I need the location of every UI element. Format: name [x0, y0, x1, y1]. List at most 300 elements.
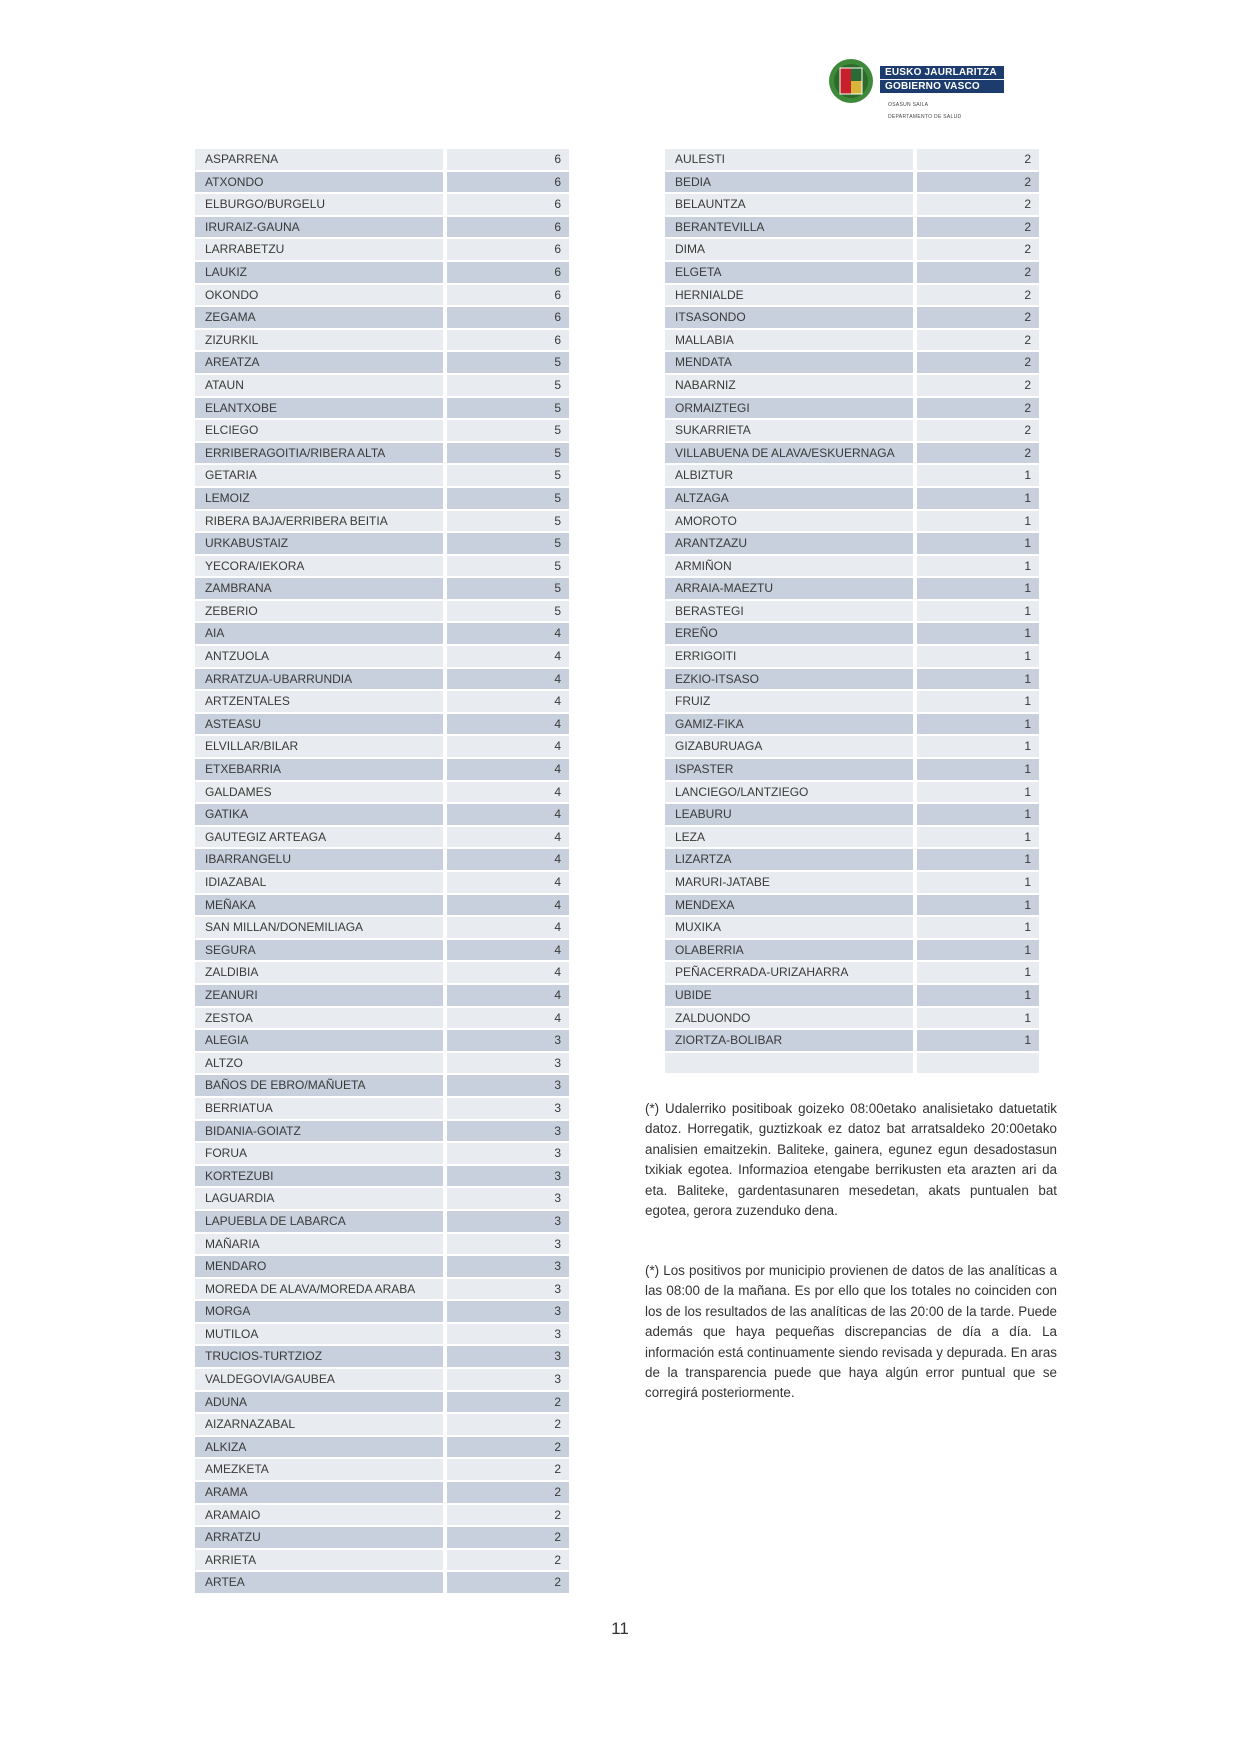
positive-count: 3 [447, 1234, 569, 1255]
positive-count: 3 [447, 1188, 569, 1209]
table-row [195, 646, 569, 667]
municipality-name: LAPUEBLA DE LABARCA [195, 1211, 443, 1232]
municipality-name: ATXONDO [195, 172, 443, 193]
table-row [195, 940, 569, 961]
municipality-name: DIMA [665, 239, 913, 260]
gobierno-vasco-logo [828, 56, 1008, 124]
positive-count: 2 [917, 194, 1039, 215]
table-row [195, 623, 569, 644]
table-row [195, 239, 569, 260]
table-row [195, 1053, 569, 1074]
positive-count: 1 [917, 601, 1039, 622]
positive-count: 4 [447, 804, 569, 825]
positive-count: 2 [447, 1459, 569, 1480]
municipality-name: ORMAIZTEGI [665, 398, 913, 419]
positive-count: 1 [917, 985, 1039, 1006]
table-row [195, 962, 569, 983]
municipality-name: HERNIALDE [665, 285, 913, 306]
positive-count: 2 [917, 172, 1039, 193]
municipality-name: MARURI-JATABE [665, 872, 913, 893]
table-row [195, 1234, 569, 1255]
municipality-name: ELGETA [665, 262, 913, 283]
table-row [195, 985, 569, 1006]
table-row [195, 601, 569, 622]
municipality-name: ZEBERIO [195, 601, 443, 622]
table-row [195, 1075, 569, 1096]
municipality-name: URKABUSTAIZ [195, 533, 443, 554]
municipality-name: KORTEZUBI [195, 1166, 443, 1187]
logo-line-1: EUSKO JAURLARITZA [880, 66, 1004, 79]
positive-count: 3 [447, 1369, 569, 1390]
positive-count: 5 [447, 488, 569, 509]
municipality-name: TRUCIOS-TURTZIOZ [195, 1346, 443, 1367]
table-row [195, 1188, 569, 1209]
table-row [665, 217, 1039, 238]
table-row [195, 1572, 569, 1593]
municipality-name: ELVILLAR/BILAR [195, 736, 443, 757]
table-row [665, 443, 1039, 464]
table-row [665, 714, 1039, 735]
table-row [665, 488, 1039, 509]
table-row [195, 578, 569, 599]
positive-count: 1 [917, 759, 1039, 780]
table-row [195, 488, 569, 509]
municipality-name: ARANTZAZU [665, 533, 913, 554]
municipality-name: ERRIBERAGOITIA/RIBERA ALTA [195, 443, 443, 464]
table-row [665, 420, 1039, 441]
municipality-name: ARMIÑON [665, 556, 913, 577]
table-row [665, 149, 1039, 170]
table-row [195, 1437, 569, 1458]
municipality-name: ZALDIBIA [195, 962, 443, 983]
positive-count: 1 [917, 691, 1039, 712]
table-row [195, 465, 569, 486]
positive-count: 4 [447, 736, 569, 757]
municipality-name: IDIAZABAL [195, 872, 443, 893]
municipality-name: MORGA [195, 1301, 443, 1322]
positive-count: 1 [917, 827, 1039, 848]
municipality-name: ASTEASU [195, 714, 443, 735]
table-row [195, 1550, 569, 1571]
municipality-name: ALTZO [195, 1053, 443, 1074]
positive-count: 1 [917, 714, 1039, 735]
table-row [195, 714, 569, 735]
municipality-name: LAGUARDIA [195, 1188, 443, 1209]
table-row [195, 804, 569, 825]
municipality-name: ELANTXOBE [195, 398, 443, 419]
table-row [195, 217, 569, 238]
table-row [665, 1053, 1039, 1074]
municipality-name: BERANTEVILLA [665, 217, 913, 238]
municipality-name: ETXEBARRIA [195, 759, 443, 780]
municipality-name: SUKARRIETA [665, 420, 913, 441]
table-row [195, 352, 569, 373]
table-row [195, 1414, 569, 1435]
municipality-name: BERASTEGI [665, 601, 913, 622]
positive-count: 4 [447, 669, 569, 690]
table-row [195, 1008, 569, 1029]
municipality-name: LANCIEGO/LANTZIEGO [665, 782, 913, 803]
positive-count: 5 [447, 443, 569, 464]
table-row [195, 1098, 569, 1119]
table-row [665, 601, 1039, 622]
positive-count: 3 [447, 1075, 569, 1096]
positive-count: 5 [447, 578, 569, 599]
positive-count: 4 [447, 872, 569, 893]
municipality-name: LIZARTZA [665, 849, 913, 870]
table-row [665, 533, 1039, 554]
positive-count: 3 [447, 1301, 569, 1322]
positive-count: 4 [447, 623, 569, 644]
municipality-name: VILLABUENA DE ALAVA/ESKUERNAGA [665, 443, 913, 464]
municipality-name: ADUNA [195, 1392, 443, 1413]
municipality-name: ITSASONDO [665, 307, 913, 328]
municipality-name: EREÑO [665, 623, 913, 644]
positive-count: 3 [447, 1121, 569, 1142]
municipality-name: SAN MILLAN/DONEMILIAGA [195, 917, 443, 938]
municipality-name: BEDIA [665, 172, 913, 193]
table-row [195, 1346, 569, 1367]
table-row [195, 375, 569, 396]
table-row [665, 804, 1039, 825]
municipality-name: BERRIATUA [195, 1098, 443, 1119]
municipality-name: LARRABETZU [195, 239, 443, 260]
table-row [195, 330, 569, 351]
positive-count: 5 [447, 420, 569, 441]
positive-count: 1 [917, 669, 1039, 690]
municipality-name: ARRIETA [195, 1550, 443, 1571]
positive-count: 4 [447, 759, 569, 780]
municipality-name: AREATZA [195, 352, 443, 373]
positive-count: 2 [447, 1572, 569, 1593]
municipality-name: BELAUNTZA [665, 194, 913, 215]
table-row [195, 1459, 569, 1480]
municipality-name: ISPASTER [665, 759, 913, 780]
positive-count: 5 [447, 556, 569, 577]
municipality-name: ZIORTZA-BOLIBAR [665, 1030, 913, 1051]
table-row [195, 782, 569, 803]
positive-count: 2 [447, 1550, 569, 1571]
table-row [195, 1482, 569, 1503]
table-row [195, 533, 569, 554]
table-row [665, 895, 1039, 916]
positive-count: 4 [447, 940, 569, 961]
positive-count: 5 [447, 352, 569, 373]
positive-count: 6 [447, 307, 569, 328]
table-row [195, 1324, 569, 1345]
municipality-name: LAUKIZ [195, 262, 443, 283]
positive-count: 4 [447, 962, 569, 983]
table-row [665, 262, 1039, 283]
department-line-2: DEPARTAMENTO DE SALUD [888, 114, 962, 120]
municipality-name: ZEANURI [195, 985, 443, 1006]
municipality-name: NABARNIZ [665, 375, 913, 396]
table-row [195, 1369, 569, 1390]
municipality-name: AULESTI [665, 149, 913, 170]
positive-count: 2 [917, 375, 1039, 396]
positive-count: 3 [447, 1098, 569, 1119]
table-row [665, 465, 1039, 486]
positive-count: 4 [447, 1008, 569, 1029]
table-row [665, 849, 1039, 870]
municipality-name: ASPARRENA [195, 149, 443, 170]
positive-count: 2 [917, 149, 1039, 170]
positive-count: 2 [447, 1437, 569, 1458]
table-row [665, 352, 1039, 373]
table-row [195, 849, 569, 870]
municipality-name: LEZA [665, 827, 913, 848]
positive-count: 3 [447, 1324, 569, 1345]
municipality-name: YECORA/IEKORA [195, 556, 443, 577]
positive-count: 2 [447, 1414, 569, 1435]
table-row [195, 285, 569, 306]
positive-count: 1 [917, 488, 1039, 509]
positive-count: 3 [447, 1256, 569, 1277]
positive-count: 1 [917, 465, 1039, 486]
basque-shield-icon [828, 56, 874, 106]
municipality-table-right [665, 149, 1039, 1075]
municipality-name: ARAMAIO [195, 1505, 443, 1526]
note-spanish: (*) Los positivos por municipio provienen de datos de las analíticas a las 08:00 de la mañana. Es por ello que los totales no coinciden con los de los resultados de las analíticas de las 20:00 de la tarde. Puede además que haya pequeñas discrepancias de día a día. La información está continuamente siendo revisada y depurada. En aras de la transparencia puede que haya algún error puntual que se corregirá posteriormente. [645, 1263, 1057, 1401]
positive-count: 4 [447, 646, 569, 667]
municipality-name: AIA [195, 623, 443, 644]
positive-count: 1 [917, 917, 1039, 938]
municipality-name: ALEGIA [195, 1030, 443, 1051]
positive-count: 2 [447, 1527, 569, 1548]
municipality-name: ATAUN [195, 375, 443, 396]
table-row [665, 398, 1039, 419]
positive-count: 5 [447, 375, 569, 396]
positive-count: 1 [917, 623, 1039, 644]
positive-count: 1 [917, 804, 1039, 825]
table-row [195, 1505, 569, 1526]
positive-count: 2 [917, 285, 1039, 306]
table-row [195, 736, 569, 757]
municipality-name [665, 1053, 913, 1074]
table-row [195, 827, 569, 848]
positive-count: 5 [447, 465, 569, 486]
municipality-name: VALDEGOVIA/GAUBEA [195, 1369, 443, 1390]
positive-count: 1 [917, 578, 1039, 599]
table-row [665, 623, 1039, 644]
table-row [195, 420, 569, 441]
positive-count: 1 [917, 646, 1039, 667]
table-row [665, 172, 1039, 193]
table-row [665, 985, 1039, 1006]
table-row [195, 1030, 569, 1051]
table-row [665, 1008, 1039, 1029]
positive-count: 5 [447, 601, 569, 622]
positive-count: 4 [447, 714, 569, 735]
table-row [195, 1211, 569, 1232]
positive-count [917, 1053, 1039, 1074]
municipality-name: SEGURA [195, 940, 443, 961]
positive-count: 6 [447, 217, 569, 238]
positive-count: 1 [917, 511, 1039, 532]
municipality-name: ARTEA [195, 1572, 443, 1593]
positive-count: 2 [917, 420, 1039, 441]
municipality-name: GALDAMES [195, 782, 443, 803]
positive-count: 6 [447, 172, 569, 193]
municipality-name: OKONDO [195, 285, 443, 306]
positive-count: 5 [447, 511, 569, 532]
positive-count: 6 [447, 262, 569, 283]
municipality-name: IBARRANGELU [195, 849, 443, 870]
municipality-name: ALTZAGA [665, 488, 913, 509]
positive-count: 4 [447, 917, 569, 938]
table-row [195, 511, 569, 532]
table-row [195, 872, 569, 893]
table-row [665, 827, 1039, 848]
positive-count: 3 [447, 1211, 569, 1232]
municipality-name: BAÑOS DE EBRO/MAÑUETA [195, 1075, 443, 1096]
municipality-name: MAÑARIA [195, 1234, 443, 1255]
table-row [665, 556, 1039, 577]
table-row [195, 556, 569, 577]
table-row [665, 669, 1039, 690]
positive-count: 3 [447, 1030, 569, 1051]
table-row [195, 194, 569, 215]
municipality-name: ERRIGOITI [665, 646, 913, 667]
positive-count: 6 [447, 194, 569, 215]
municipality-table-left [195, 149, 569, 1595]
municipality-name: FRUIZ [665, 691, 913, 712]
positive-count: 1 [917, 849, 1039, 870]
municipality-name: ARRATZUA-UBARRUNDIA [195, 669, 443, 690]
municipality-name: AMOROTO [665, 511, 913, 532]
positive-count: 1 [917, 782, 1039, 803]
table-row [665, 917, 1039, 938]
table-row [195, 917, 569, 938]
municipality-name: ARTZENTALES [195, 691, 443, 712]
municipality-name: ZAMBRANA [195, 578, 443, 599]
municipality-name: MENDATA [665, 352, 913, 373]
positive-count: 2 [447, 1392, 569, 1413]
municipality-name: ALKIZA [195, 1437, 443, 1458]
positive-count: 5 [447, 398, 569, 419]
municipality-name: ARAMA [195, 1482, 443, 1503]
table-row [195, 172, 569, 193]
positive-count: 2 [447, 1482, 569, 1503]
municipality-name: PEÑACERRADA-URIZAHARRA [665, 962, 913, 983]
positive-count: 4 [447, 691, 569, 712]
positive-count: 2 [917, 443, 1039, 464]
municipality-name: ARRAIA-MAEZTU [665, 578, 913, 599]
table-row [665, 962, 1039, 983]
municipality-name: FORUA [195, 1143, 443, 1164]
table-row [665, 940, 1039, 961]
table-row [665, 239, 1039, 260]
municipality-name: ANTZUOLA [195, 646, 443, 667]
table-row [195, 307, 569, 328]
table-row [665, 872, 1039, 893]
municipality-name: UBIDE [665, 985, 913, 1006]
positive-count: 6 [447, 330, 569, 351]
positive-count: 1 [917, 556, 1039, 577]
positive-count: 4 [447, 985, 569, 1006]
municipality-name: ARRATZU [195, 1527, 443, 1548]
municipality-name: ZALDUONDO [665, 1008, 913, 1029]
municipality-name: GAMIZ-FIKA [665, 714, 913, 735]
municipality-name: MEÑAKA [195, 895, 443, 916]
municipality-name: ZEGAMA [195, 307, 443, 328]
municipality-name: AMEZKETA [195, 1459, 443, 1480]
positive-count: 1 [917, 895, 1039, 916]
table-row [195, 759, 569, 780]
table-row [195, 1143, 569, 1164]
positive-count: 2 [917, 307, 1039, 328]
positive-count: 2 [917, 217, 1039, 238]
positive-count: 2 [917, 262, 1039, 283]
table-row [665, 782, 1039, 803]
positive-count: 5 [447, 533, 569, 554]
municipality-name: ZESTOA [195, 1008, 443, 1029]
positive-count: 6 [447, 285, 569, 306]
positive-count: 2 [917, 398, 1039, 419]
table-row [195, 443, 569, 464]
table-row [665, 511, 1039, 532]
positive-count: 1 [917, 872, 1039, 893]
logo-line-2: GOBIERNO VASCO [880, 80, 1004, 93]
municipality-name: BIDANIA-GOIATZ [195, 1121, 443, 1142]
table-row [195, 691, 569, 712]
municipality-name: GIZABURUAGA [665, 736, 913, 757]
municipality-name: AIZARNAZABAL [195, 1414, 443, 1435]
positive-count: 2 [447, 1505, 569, 1526]
table-row [195, 1301, 569, 1322]
municipality-name: GATIKA [195, 804, 443, 825]
note-basque: (*) Udalerriko positiboak goizeko 08:00etako analisietako datuetatik datoz. Horregatik, guztizkoak ez datoz bat arratsaldeko 20:00etako analisien emaitzekin. Baliteke, gainera, egunez egun desadostasun txikiak egotea. Informazioa etengabe berrikusten eta arazten ari da eta. Baliteke, gardentasunaren mesedetan, akats puntualen bat egotea, gerora zuzenduko dena. [645, 1101, 1057, 1219]
positive-count: 2 [917, 239, 1039, 260]
positive-count: 1 [917, 1008, 1039, 1029]
municipality-name: MUXIKA [665, 917, 913, 938]
municipality-name: MENDEXA [665, 895, 913, 916]
table-row [665, 736, 1039, 757]
positive-count: 3 [447, 1279, 569, 1300]
municipality-name: ALBIZTUR [665, 465, 913, 486]
positive-count: 3 [447, 1346, 569, 1367]
department-line-1: OSASUN SAILA [888, 102, 929, 108]
table-row [665, 759, 1039, 780]
municipality-name: LEABURU [665, 804, 913, 825]
municipality-name: MALLABIA [665, 330, 913, 351]
table-row [665, 194, 1039, 215]
positive-count: 6 [447, 239, 569, 260]
table-row [665, 578, 1039, 599]
positive-count: 3 [447, 1143, 569, 1164]
table-row [195, 669, 569, 690]
table-row [195, 398, 569, 419]
positive-count: 2 [917, 330, 1039, 351]
table-row [195, 1166, 569, 1187]
municipality-name: MUTILOA [195, 1324, 443, 1345]
positive-count: 3 [447, 1053, 569, 1074]
positive-count: 3 [447, 1166, 569, 1187]
municipality-name: GAUTEGIZ ARTEAGA [195, 827, 443, 848]
table-row [665, 375, 1039, 396]
table-row [665, 691, 1039, 712]
positive-count: 1 [917, 940, 1039, 961]
municipality-name: ZIZURKIL [195, 330, 443, 351]
positive-count: 1 [917, 533, 1039, 554]
table-row [665, 646, 1039, 667]
table-row [195, 1121, 569, 1142]
table-row [195, 262, 569, 283]
table-row [665, 1030, 1039, 1051]
municipality-name: RIBERA BAJA/ERRIBERA BEITIA [195, 511, 443, 532]
municipality-name: ELCIEGO [195, 420, 443, 441]
municipality-name: MENDARO [195, 1256, 443, 1277]
